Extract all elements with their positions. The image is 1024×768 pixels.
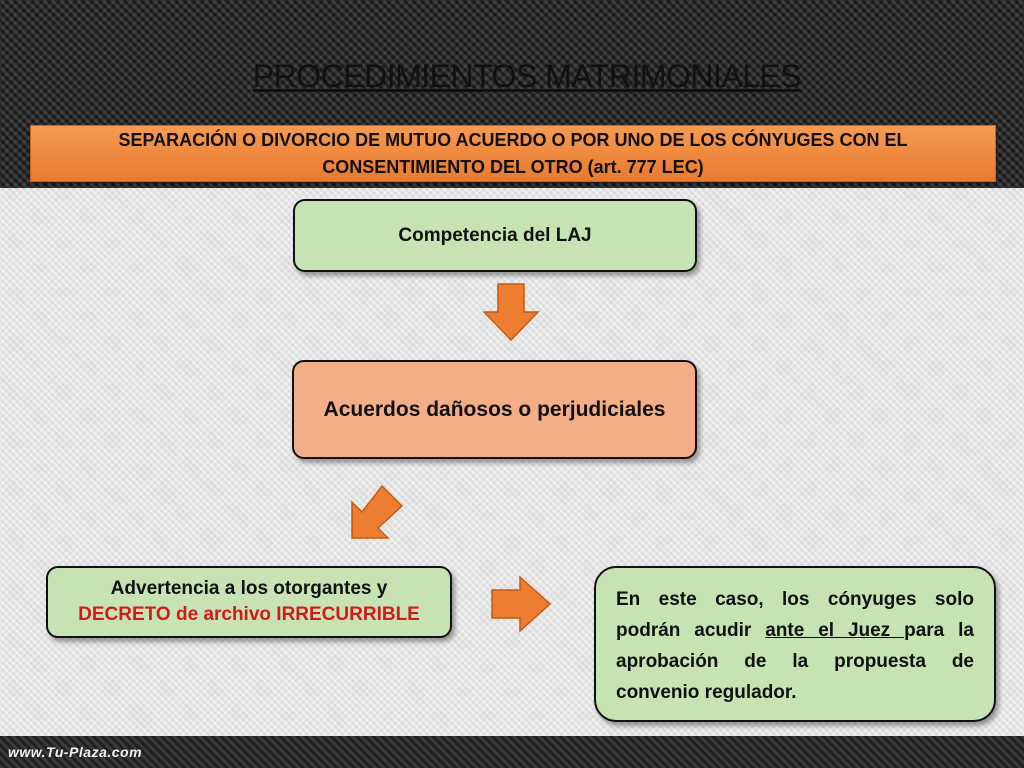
node-caso-text-after: para la aprobación de la propuesta de convenio regulador. [616, 620, 974, 703]
arrow-down-left-icon [346, 482, 408, 544]
watermark: www.Tu-Plaza.com [8, 744, 143, 760]
node-advertencia [46, 566, 452, 638]
slide-title: PROCEDIMIENTOS MATRIMONIALES [252, 58, 802, 94]
bottom-textured-band [0, 736, 1024, 768]
subtitle-line-2: CONSENTIMIENTO DEL OTRO (art. 777 LEC) [322, 156, 704, 177]
node-acuerdos [292, 360, 697, 459]
node-caso-text-before: En este caso, los cónyuges solo podrán acudir [616, 589, 974, 641]
node-advertencia-line-2: DECRETO de archivo IRRECURRIBLE [78, 604, 420, 625]
node-competencia-label: Competencia del LAJ [398, 224, 592, 246]
node-caso [594, 566, 996, 722]
node-acuerdos-label: Acuerdos dañosos o perjudiciales [323, 397, 666, 421]
node-competencia [293, 199, 697, 272]
subtitle-line-1: SEPARACIÓN O DIVORCIO DE MUTUO ACUERDO O POR UNO DE LOS CÓNYUGES CON EL [118, 129, 908, 150]
arrow-down-icon [480, 282, 542, 344]
arrow-right-icon [490, 574, 554, 634]
node-caso-text-underlined: ante el Juez [765, 620, 905, 641]
subtitle-banner [30, 125, 996, 182]
node-advertencia-line-1: Advertencia a los otorgantes y [110, 578, 388, 599]
